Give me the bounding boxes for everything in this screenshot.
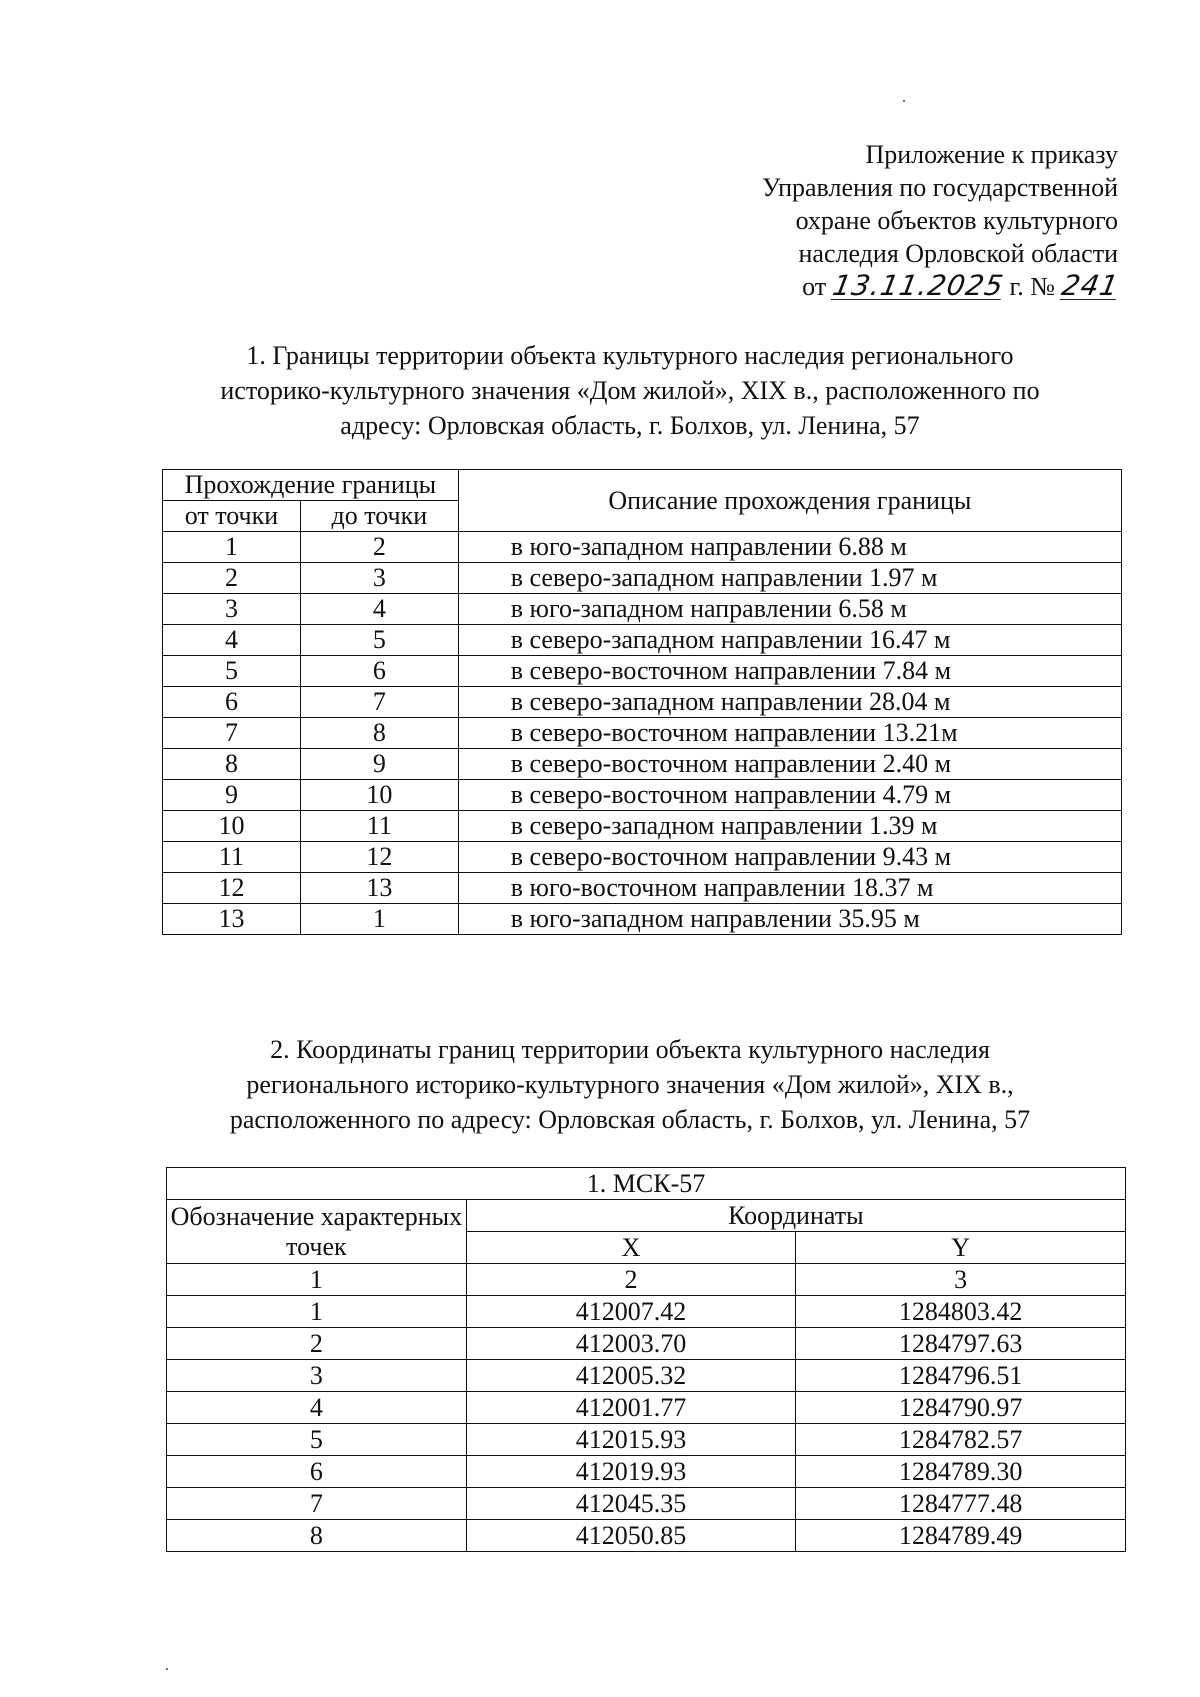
table-row bbox=[163, 718, 1122, 749]
to-point: 4 bbox=[300, 594, 458, 625]
point-id: 3 bbox=[167, 1360, 467, 1392]
from-point: 7 bbox=[163, 718, 301, 749]
segment-description: в северо-западном направлении 28.04 м bbox=[458, 687, 1121, 718]
from-point: 5 bbox=[163, 656, 301, 687]
table-row bbox=[163, 842, 1122, 873]
segment-description: в северо-западном направлении 1.39 м bbox=[458, 811, 1121, 842]
point-id: 7 bbox=[167, 1488, 467, 1520]
approval-line: охране объектов культурного bbox=[795, 206, 1118, 235]
to-point: 1 bbox=[300, 904, 458, 935]
segment-description: в северо-западном направлении 16.47 м bbox=[458, 625, 1121, 656]
approval-block bbox=[558, 138, 1122, 303]
boundary-description-table bbox=[162, 469, 1122, 935]
coord-y: 1284782.57 bbox=[796, 1424, 1126, 1456]
point-id: 8 bbox=[167, 1520, 467, 1552]
table-row bbox=[167, 1360, 1126, 1392]
table-row bbox=[163, 873, 1122, 904]
from-point: 13 bbox=[163, 904, 301, 935]
column-number: 2 bbox=[466, 1264, 796, 1296]
section1-title bbox=[160, 338, 1100, 443]
to-point: 10 bbox=[300, 780, 458, 811]
table-row bbox=[163, 904, 1122, 935]
section1-title-line: историко-культурного значения «Дом жилой», XIX в., расположенного по bbox=[220, 376, 1040, 405]
header-y: Y bbox=[796, 1232, 1126, 1264]
to-point: 7 bbox=[300, 687, 458, 718]
segment-description: в северо-восточном направлении 13.21м bbox=[458, 718, 1121, 749]
from-point: 1 bbox=[163, 532, 301, 563]
coord-y: 1284789.49 bbox=[796, 1520, 1126, 1552]
segment-description: в северо-восточном направлении 4.79 м bbox=[458, 780, 1121, 811]
coordinates-table bbox=[166, 1167, 1126, 1552]
section1-title-line: 1. Границы территории объекта культурного наследия регионального bbox=[246, 341, 1014, 370]
header-boundary-passage: Прохождение границы bbox=[163, 470, 459, 501]
from-point: 11 bbox=[163, 842, 301, 873]
approval-line: Приложение к приказу bbox=[865, 140, 1118, 169]
point-id: 1 bbox=[167, 1296, 467, 1328]
table-row bbox=[163, 625, 1122, 656]
handwritten-date: 13.11.2025 bbox=[829, 269, 1007, 302]
segment-description: в юго-западном направлении 6.88 м bbox=[458, 532, 1121, 563]
point-id: 2 bbox=[167, 1328, 467, 1360]
segment-description: в юго-западном направлении 35.95 м bbox=[458, 904, 1121, 935]
segment-description: в северо-восточном направлении 2.40 м bbox=[458, 749, 1121, 780]
coord-x: 412015.93 bbox=[466, 1424, 796, 1456]
point-id: 4 bbox=[167, 1392, 467, 1424]
from-point: 8 bbox=[163, 749, 301, 780]
coord-x: 412001.77 bbox=[466, 1392, 796, 1424]
coord-y: 1284789.30 bbox=[796, 1456, 1126, 1488]
approval-line: Управления по государственной bbox=[761, 173, 1118, 202]
point-id: 5 bbox=[167, 1424, 467, 1456]
from-point: 12 bbox=[163, 873, 301, 904]
coord-x: 412003.70 bbox=[466, 1328, 796, 1360]
from-point: 9 bbox=[163, 780, 301, 811]
from-point: 4 bbox=[163, 625, 301, 656]
table-row bbox=[167, 1328, 1126, 1360]
header-description: Описание прохождения границы bbox=[458, 470, 1121, 532]
section2-title-line: регионального историко-культурного значения «Дом жилой», XIX в., bbox=[246, 1070, 1014, 1099]
coord-y: 1284777.48 bbox=[796, 1488, 1126, 1520]
to-point: 11 bbox=[300, 811, 458, 842]
to-point: 9 bbox=[300, 749, 458, 780]
section2-title-line: 2. Координаты границ территории объекта культурного наследия bbox=[270, 1035, 990, 1064]
to-point: 3 bbox=[300, 563, 458, 594]
coord-y: 1284796.51 bbox=[796, 1360, 1126, 1392]
table-row bbox=[163, 563, 1122, 594]
column-number: 1 bbox=[167, 1264, 467, 1296]
coord-x: 412005.32 bbox=[466, 1360, 796, 1392]
coord-y: 1284797.63 bbox=[796, 1328, 1126, 1360]
from-point: 6 bbox=[163, 687, 301, 718]
scan-speck bbox=[166, 1668, 168, 1670]
segment-description: в северо-западном направлении 1.97 м bbox=[458, 563, 1121, 594]
coord-x: 412045.35 bbox=[466, 1488, 796, 1520]
coord-x: 412007.42 bbox=[466, 1296, 796, 1328]
to-point: 5 bbox=[300, 625, 458, 656]
from-point: 2 bbox=[163, 563, 301, 594]
table-row bbox=[163, 532, 1122, 563]
section1-title-line: адресу: Орловская область, г. Болхов, ул. Ленина, 57 bbox=[340, 411, 920, 440]
segment-description: в северо-восточном направлении 7.84 м bbox=[458, 656, 1121, 687]
approval-date-line bbox=[558, 269, 1122, 303]
table-row bbox=[167, 1296, 1126, 1328]
to-point: 8 bbox=[300, 718, 458, 749]
table-row bbox=[163, 749, 1122, 780]
segment-description: в северо-восточном направлении 9.43 м bbox=[458, 842, 1121, 873]
table-row bbox=[163, 594, 1122, 625]
table-row bbox=[167, 1392, 1126, 1424]
table-row bbox=[167, 1424, 1126, 1456]
section2-title bbox=[160, 1032, 1100, 1137]
handwritten-number: 241 bbox=[1058, 269, 1122, 302]
number-prefix: г. № bbox=[1009, 272, 1056, 301]
point-id: 6 bbox=[167, 1456, 467, 1488]
table-row bbox=[163, 687, 1122, 718]
table-row bbox=[167, 1488, 1126, 1520]
from-point: 10 bbox=[163, 811, 301, 842]
table-row bbox=[167, 1520, 1126, 1552]
scan-speck bbox=[903, 100, 905, 102]
date-prefix: от bbox=[802, 272, 827, 301]
section2-title-line: расположенного по адресу: Орловская область, г. Болхов, ул. Ленина, 57 bbox=[229, 1105, 1031, 1134]
from-point: 3 bbox=[163, 594, 301, 625]
segment-description: в юго-восточном направлении 18.37 м bbox=[458, 873, 1121, 904]
approval-line: наследия Орловской области bbox=[798, 239, 1118, 268]
table-row bbox=[163, 780, 1122, 811]
table-row bbox=[163, 811, 1122, 842]
coord-y: 1284803.42 bbox=[796, 1296, 1126, 1328]
to-point: 13 bbox=[300, 873, 458, 904]
coordinate-system-header: 1. МСК-57 bbox=[167, 1168, 1126, 1200]
coord-y: 1284790.97 bbox=[796, 1392, 1126, 1424]
header-coordinates: Координаты bbox=[466, 1200, 1125, 1232]
column-number: 3 bbox=[796, 1264, 1126, 1296]
header-point-designation: Обозначение характерных точек bbox=[167, 1200, 467, 1264]
header-from-point: от точки bbox=[163, 501, 301, 532]
coord-x: 412019.93 bbox=[466, 1456, 796, 1488]
header-x: X bbox=[466, 1232, 796, 1264]
table-row bbox=[163, 656, 1122, 687]
to-point: 2 bbox=[300, 532, 458, 563]
header-to-point: до точки bbox=[300, 501, 458, 532]
to-point: 6 bbox=[300, 656, 458, 687]
table-row bbox=[167, 1456, 1126, 1488]
segment-description: в юго-западном направлении 6.58 м bbox=[458, 594, 1121, 625]
to-point: 12 bbox=[300, 842, 458, 873]
coord-x: 412050.85 bbox=[466, 1520, 796, 1552]
